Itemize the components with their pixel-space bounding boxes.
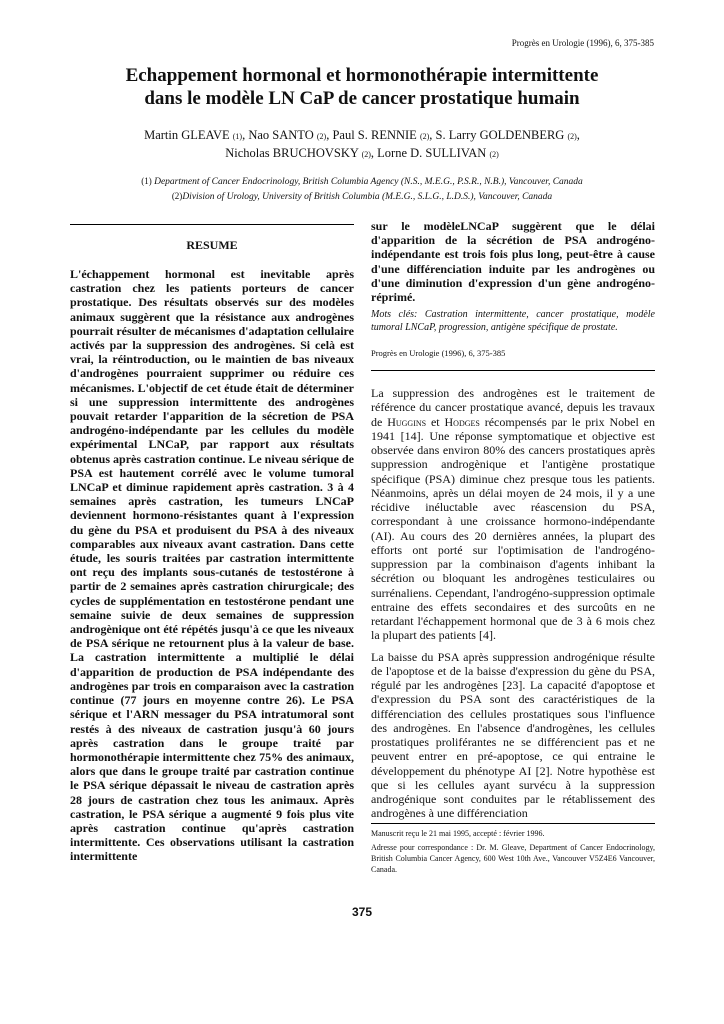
author-affiliation-mark: (2) bbox=[489, 150, 499, 159]
citation: Progrès en Urologie (1996), 6, 375-385 bbox=[371, 348, 506, 358]
affiliations bbox=[0, 174, 724, 204]
body-paragraph-1 bbox=[371, 386, 655, 643]
body-text bbox=[371, 386, 655, 821]
author-affiliation-mark: (2) bbox=[567, 132, 577, 141]
affiliation-text: Division of Urology, University of British Columbia (M.E.G., S.L.G., L.D.S.), Vancouver, Canada bbox=[182, 192, 553, 202]
body-text-segment: La suppression des androgènes est le traitement de référence du cancer prostatique avancé, depuis les travaux de bbox=[371, 386, 655, 429]
author-affiliation-mark: (2) bbox=[419, 132, 430, 141]
abstract-text-right: sur le modèleLNCaP suggèrent que le délai d'apparition de la sécrétion de PSA androgéno-indépendante est trois fois plus long, peut-être à cause d'une différenciation induite par les androgènes ou d'une diminution d'expression d'un gène androgéno-réprimé. bbox=[371, 219, 655, 305]
author-name: Martin GLEAVE bbox=[144, 128, 230, 142]
correspondence-note: Adresse pour correspondance : Dr. M. Gleave, Department of Cancer Endocrinology, British Columbia Cancer Agency, 600 West 10th Ave., Vancouver V5Z4E6 Vancouver, Canada. bbox=[371, 843, 655, 874]
footnote-rule bbox=[371, 823, 655, 824]
author-line-1: Martin GLEAVE (1), Nao SANTO (2), Paul S. RENNIE (2), S. Larry GOLDENBERG (2), bbox=[144, 128, 580, 142]
author-name: S. Larry GOLDENBERG bbox=[435, 128, 565, 142]
journal-reference: Progrès en Urologie (1996), 6, 375-385 bbox=[511, 38, 654, 48]
affiliation-mark: (1) bbox=[141, 176, 152, 186]
author-line-2: Nicholas BRUCHOVSKY (2), Lorne D. SULLIVAN (2) bbox=[225, 146, 499, 160]
author-ref: Hodges bbox=[444, 414, 480, 429]
author-list bbox=[0, 127, 724, 163]
author-affiliation-mark: (2) bbox=[361, 150, 371, 159]
abstract-bottom-rule bbox=[371, 370, 655, 371]
body-text-segment: récompensés par le prix Nobel en 1941 [14]. Une réponse symptomatique et objective est observée dans environ 80% des cancers prostatiques après suppression androgènique et l'antigène prostatique spécifique (PSA) diminue chez presque tous les patients. Néanmoins, après un délai moyen de 24 mois, il y a une récidive inéluctable avec réascension du PSA, correspondant à une croissance hormono-indépendante (AI). Au cours des 20 dernières années, la plupart des efforts ont porté sur l'optimisation de l'androgéno-suppression par la combinaison d'agents inhibant la sécrétion ou bloquant les androgènes testiculaires ou surrénaliens. Cependant, l'androgéno-suppression optimale entraine des effets secondaires et des surcoûts en ne retardant l'échappement hormonal que de 3 à 6 mois chez la plupart des patients [4]. bbox=[371, 414, 655, 643]
received-note: Manuscrit reçu le 21 mai 1995, accepté : février 1996. bbox=[371, 829, 545, 838]
body-paragraph-2: La baisse du PSA après suppression androgénique résulte de l'apoptose et de la baisse d'expression du gène du PSA, régulé par les androgènes [23]. La capacité d'apoptose et d'expression du PSA sont des caractéristiques de la différenciation des cellules prostatiques sous l'influence des androgènes. En l'absence d'androgènes, les cellules prostatiques proliférantes ne se différencient pas et ne peuvent entrer en pré-apoptose, ce qui entraine le développement du phénotype AI [2]. Notre hypothèse est que si les cellules ayant survécu à la suppression androgénique sont conduites par le rétablissement des androgènes à une différenciation bbox=[371, 649, 655, 821]
affiliation-mark: (2) bbox=[171, 191, 183, 201]
title-line-1: Echappement hormonal et hormonothérapie intermittente bbox=[125, 65, 599, 86]
author-affiliation-mark: (1) bbox=[232, 132, 243, 141]
page-number: 375 bbox=[351, 905, 373, 919]
author-name: Nao SANTO bbox=[248, 128, 314, 142]
author-name: Nicholas BRUCHOVSKY bbox=[225, 146, 359, 160]
article-title bbox=[0, 64, 724, 110]
author-ref: Huggins bbox=[387, 414, 427, 429]
abstract-heading: RESUME bbox=[186, 238, 238, 252]
affiliation-text: Department of Cancer Endocrinology, British Columbia Agency (N.S., M.E.G., P.S.R., N.B.), Vancouver, Canada bbox=[154, 177, 583, 187]
body-text-segment: et bbox=[426, 414, 445, 429]
author-affiliation-mark: (2) bbox=[316, 132, 327, 141]
keywords: Mots clés: Castration intermittente, cancer prostatique, modèle tumoral LNCaP, progression, antigène spécifique de prostate. bbox=[371, 309, 655, 333]
author-name: Lorne D. SULLIVAN bbox=[377, 146, 487, 160]
title-line-2: dans le modèle LN CaP de cancer prostatique humain bbox=[144, 88, 580, 109]
affiliation-1 bbox=[0, 174, 724, 189]
author-name: Paul S. RENNIE bbox=[332, 128, 417, 142]
abstract-top-rule bbox=[70, 224, 354, 225]
footnotes bbox=[371, 828, 655, 875]
abstract-text-left: L'échappement hormonal est inevitable après castration chez les patients porteurs de cancer prostatique. Des résultats observés sur des modèles animaux suggèrent que la résistance aux androgènes pourrait résulter de mécanismes d'adaptation cellulaire activés par la suppression des androgènes. Si celà est vrai, la réintroduction, ou le maintien de bas niveaux d'androgènes pourraient supprimer ou réduire ces mécanismes. L'objectif de cet étude était de déterminer si une suppression intermittente des androgènes pouvait retarder l'apparition de la sécretion de PSA androgéno-indépendante par les cellules du modèle expérimental LNCaP, par rapport aux résultats obtenus après castration continue. Le niveau sérique de PSA est hautement corrélé avec le volume tumoral LNCaP et diminue rapidement après castration. 3 à 4 semaines après castration, les tumeurs LNCaP deviennent hormono-résistantes quant à l'expression du gène du PSA et produisent du PSA à des niveaux comparables aux niveaux avant castration. Dans cette étude, les souris traitées par castration intermittente ont reçu des implants sous-cutanés de testostérone à partir de 2 semaines après castration chirurgicale; des cycles de supplémentation en testostérone pendant une semaine suivie de deux semaines de suppression androgènique ont été répétés jusqu'à ce que les niveaux de PSA sérique ne retournent plus à la valeur de base. La castration intermittente a multiplié le délai d'apparition de production de PSA indépendante des androgènes par trois en comparaison avec la castration continue (77 jours en moyenne contre 26). Le PSA sérique et l'ARN messager du PSA intratumoral sont restés à des niveaux de castration jusqu'à 60 jours après castration dans le groupe traité par hormonothérapie intermittente chez 75% des animaux, alors que dans le groupe traité par castration continue le PSA sérique dépassait le niveau de castration après 28 jours de castration chez tous les animaux. Après castration, le PSA sérique a augmenté 9 fois plus vite après castration continue qu'après castration intermittente. Ces observations utilisant la castration intermittente bbox=[70, 267, 355, 864]
affiliation-2 bbox=[0, 189, 724, 204]
